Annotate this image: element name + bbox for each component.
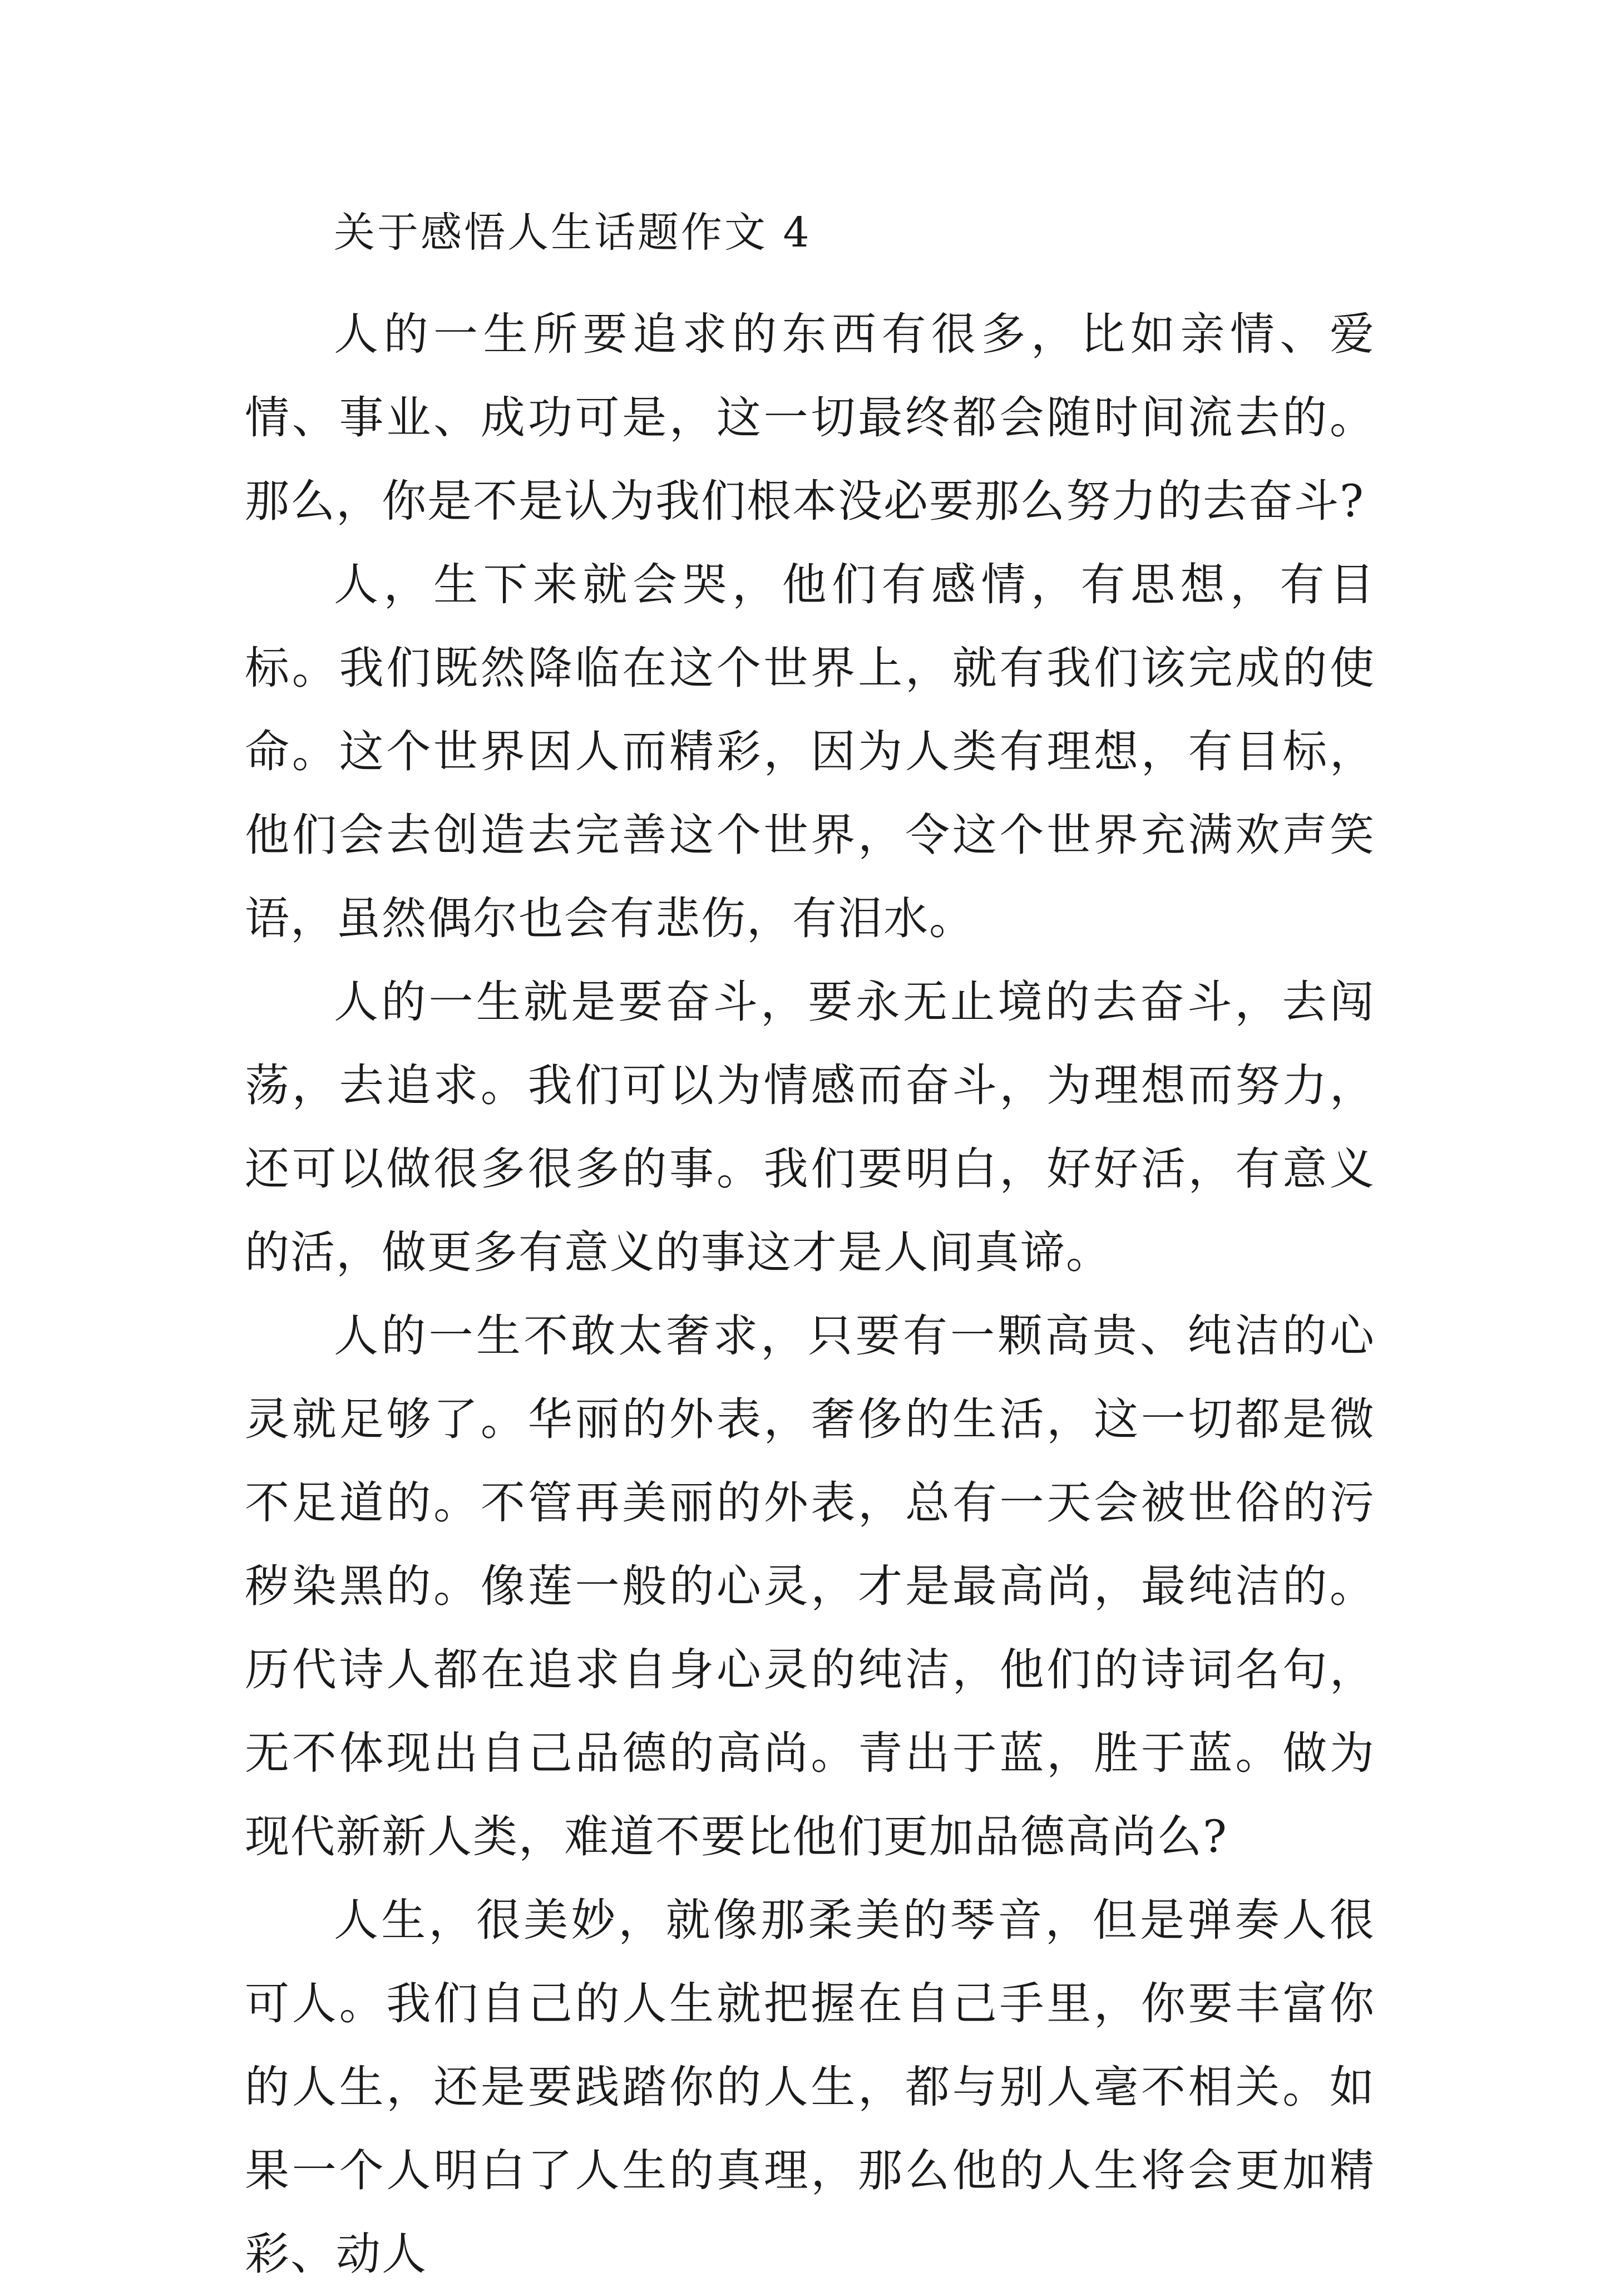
paragraph-4: 人的一生不敢太奢求，只要有一颗高贵、纯洁的心灵就足够了。华丽的外表，奢侈的生活，这一切都是微不足道的。不管再美丽的外表，总有一天会被世俗的污秽染黑的。像莲一般的心灵，才是最高尚，最纯洁的。历代诗人都在追求自身心灵的纯洁，他们的诗词名句，无不体现出自己品德的高尚。青出于蓝，胜于蓝。做为现代新新人类，难道不要比他们更加品德高尚么? — [245, 1310, 1375, 1863]
paragraph-1: 人的一生所要追求的东西有很多，比如亲情、爱情、事业、成功可是，这一切最终都会随时间流去的。那么，你是不是认为我们根本没必要那么努力的去奋斗? — [245, 308, 1375, 527]
paragraph-3: 人的一生就是要奋斗，要永无止境的去奋斗，去闯荡，去追求。我们可以为情感而奋斗，为理想而努力，还可以做很多很多的事。我们要明白，好好活，有意义的活，做更多有意义的事这才是人间真谛。 — [245, 976, 1375, 1278]
paragraph-5: 人生，很美妙，就像那柔美的琴音，但是弹奏人很可人。我们自己的人生就把握在自己手里，你要丰富你的人生，还是要践踏你的人生，都与别人毫不相关。如果一个人明白了人生的真理，那么他的人生将会更加精彩、动人 — [245, 1894, 1375, 2280]
document-body — [245, 206, 1375, 2296]
document-title: 关于感悟人生话题作文 4 — [334, 209, 812, 257]
paragraph-2: 人，生下来就会哭，他们有感情，有思想，有目标。我们既然降临在这个世界上，就有我们该完成的使命。这个世界因人而精彩，因为人类有理想，有目标，他们会去创造去完善这个世界，令这个世界充满欢声笑语，虽然偶尔也会有悲伤，有泪水。 — [245, 559, 1375, 944]
